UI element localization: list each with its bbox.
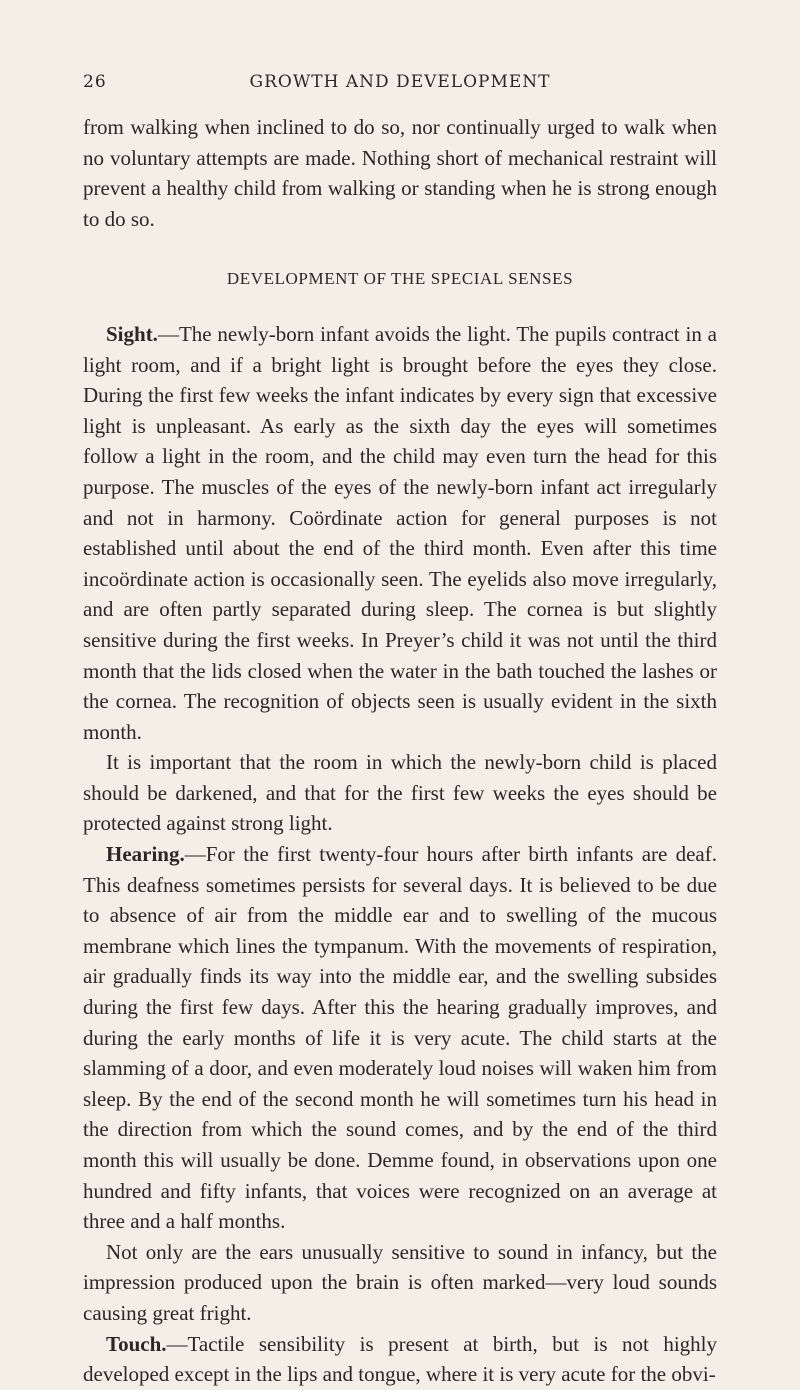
paragraph-touch — [83, 1329, 717, 1390]
sight-text: —The newly-born infant avoids the light. The pupils contract in a light room, and if a bright light is brought before the eyes they close. During the first few weeks the infant indicates by every sign that excessive light is unpleasant. As early as the sixth day the eyes will sometimes follow a light in the room, and the child may even turn the head for this purpose. The muscles of the eyes of the newly-born infant act irregularly and not in harmony. Coördinate action for general purposes is not established until about the end of the third month. Even after this time incoördinate action is occasionally seen. The eyelids also move irregularly, and are often partly separated during sleep. The cornea is but slightly sensitive during the first weeks. In Preyer’s child it was not until the third month that the lids closed when the water in the bath touched the lashes or the cornea. The recognition of objects seen is usually evident in the sixth month. — [83, 321, 717, 744]
running-header — [83, 72, 717, 100]
touch-lead: Touch. — [106, 1331, 167, 1356]
paragraph-sight-2: It is important that the room in which the newly-born child is placed should be darkened, and that for the first few weeks the eyes should be protected against strong light. — [83, 750, 717, 836]
touch-text: —Tactile sensibility is present at birth, but is not highly developed except in the lips and tongue, where it is very acute for the obvi- — [83, 1331, 717, 1387]
page-number: 26 — [83, 72, 107, 92]
paragraph-hearing — [83, 839, 717, 1237]
section-heading: DEVELOPMENT OF THE SPECIAL SENSES — [226, 269, 574, 289]
paragraph-hearing-2: Not only are the ears unusually sensitive to sound in infancy, but the impression produced upon the brain is often marked—very loud sounds causing great fright. — [83, 1239, 717, 1325]
page-body — [83, 112, 717, 1390]
hearing-lead: Hearing. — [106, 842, 185, 867]
sight-lead: Sight. — [106, 321, 158, 346]
running-title: GROWTH AND DEVELOPMENT — [249, 72, 551, 92]
paragraph-sight — [83, 319, 717, 747]
hearing-text: —For the first twenty-four hours after birth infants are deaf. This deafness sometimes persists for several days. It is believed to be due to absence of air from the middle ear and to swelling of the mucous membrane which lines the tympanum. With the movements of respiration, air gradually finds its way into the middle ear, and the swelling subsides during the first few days. After this the hearing gradually improves, and during the early months of life it is very acute. The child starts at the slamming of a door, and even moderately loud noises will waken him from sleep. By the end of the second month he will sometimes turn his head in the direction from which the sound comes, and by the end of the third month this will usually be done. Demme found, in observations upon one hundred and fifty infants, that voices were recognized on an average at three and a half months. — [83, 842, 717, 1234]
paragraph-walking: from walking when inclined to do so, nor continually urged to walk when no voluntary attempts are made. Nothing short of mechanical restraint will prevent a healthy child from walking or standing when he is strong enough to do so. — [83, 115, 717, 231]
